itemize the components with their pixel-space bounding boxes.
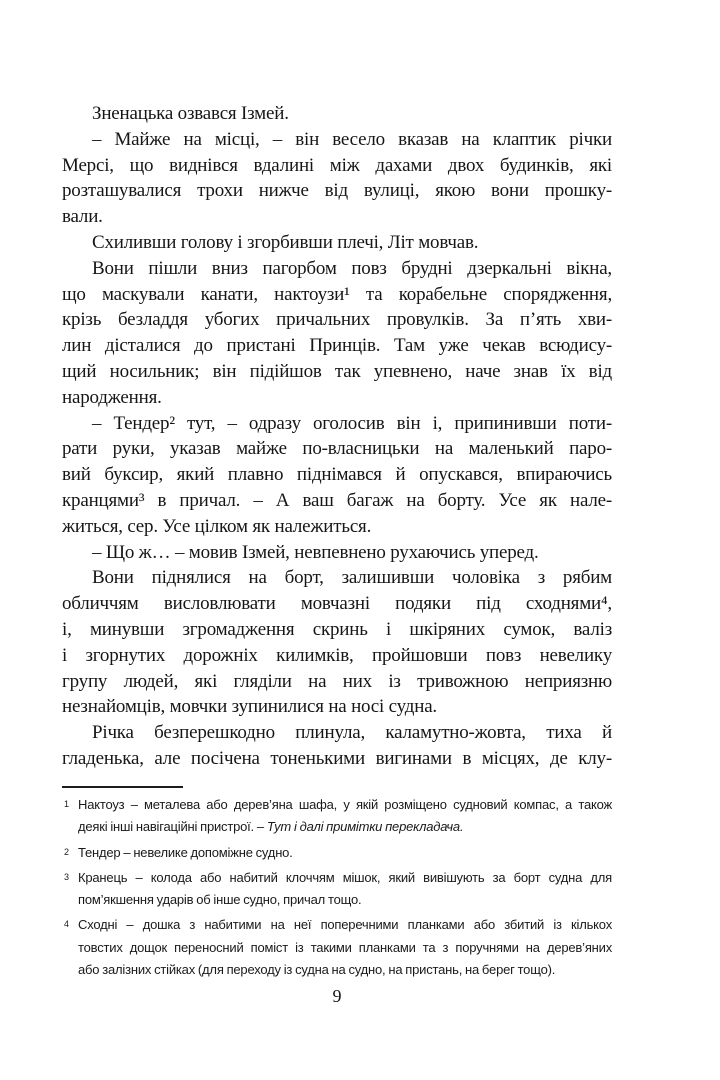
- body-text: [62, 101, 612, 772]
- text-line: обличчям висловлювати мовчазні подяки під сходнями⁴,: [62, 593, 612, 615]
- paragraph: [62, 411, 612, 540]
- text-line: – Майже на місці, – він весело вказав на клаптик річки: [92, 128, 612, 150]
- text-line: лин дісталися до пристані Принців. Там уже чекав всюдису-: [62, 335, 612, 357]
- footnote-line: Сходні – дошка з набитими на неї поперечними планками або збитий із кількох: [78, 917, 612, 933]
- text-line: розташувалися трохи нижче від вулиці, якою вони прошку-: [62, 180, 612, 202]
- footnote: [62, 842, 612, 864]
- footnote-line: Нактоуз – металева або дерев’яна шафа, у якій розміщено судновий компас, а також: [78, 797, 612, 812]
- paragraph: [62, 256, 612, 411]
- text-line: Схиливши голову і згорбивши плечі, Літ мовчав.: [92, 231, 479, 253]
- footnote-line: Тендер – невелике допоміжне судно.: [78, 844, 293, 860]
- text-line: що маскували канати, нактоузи¹ та корабельне спорядження,: [62, 283, 612, 305]
- footnote-line: [78, 816, 612, 838]
- paragraph: [62, 230, 612, 256]
- footnote: [62, 914, 612, 981]
- footnote-line: товстих дощок переносний поміст із такими планками та з поручнями на дерев’яних: [78, 939, 612, 955]
- text-line: Вони піднялися на борт, залишивши чоловіка з рябим: [92, 567, 612, 589]
- footnote-line: Кранець – колода або набитий клоччям мішок, який вивішують за борт судна для: [78, 869, 612, 885]
- page-number: 9: [332, 986, 342, 1006]
- text-line: Вони пішли вниз пагорбом повз брудні дзеркальні вікна,: [92, 257, 612, 279]
- text-line: – Що ж… – мовив Ізмей, невпевнено рухаючись уперед.: [92, 541, 539, 563]
- text-line: вали.: [62, 206, 103, 228]
- text-line: Річка безперешкодно плинула, каламутно-жовта, тиха й: [92, 722, 612, 744]
- footnote-line: або залізних стійках (для переходу із судна на судно, на пристань, на берег тощо).: [78, 962, 556, 978]
- paragraph: [62, 540, 612, 566]
- text-line: – Тендер² тут, – одразу оголосив він і, припинивши поти-: [92, 412, 612, 434]
- text-line: вий буксир, який плавно піднімався й опускався, впираючись: [62, 464, 612, 486]
- paragraph: [62, 127, 612, 230]
- footnote-translator-note: Тут і далі примітки перекладача.: [266, 819, 464, 835]
- footnote: [62, 867, 612, 912]
- text-line: рати руки, указав майже по-власницьки на маленький паро-: [62, 438, 612, 460]
- footnote: [62, 794, 612, 839]
- footnote-line: пом’якшення ударів об інше судно, причал тощо.: [78, 892, 362, 908]
- footnote-divider: [62, 786, 183, 788]
- footnote-marker: 3: [64, 871, 69, 882]
- text-line: кранцями³ в причал. – А ваш багаж на борту. Усе як нале-: [62, 489, 612, 511]
- text-line: і згорнутих дорожніх килимків, пройшовши повз невелику: [62, 644, 612, 666]
- paragraph: [62, 720, 612, 772]
- text-line: незнайомців, мовчки зупинилися на носі судна.: [62, 696, 437, 718]
- footnote-text: деякі інші навігаційні пристрої. –: [78, 819, 267, 835]
- text-line: Зненацька озвався Ізмей.: [92, 103, 289, 124]
- text-line: народження.: [62, 386, 162, 408]
- footnotes-section: [62, 794, 612, 984]
- text-line: житься, сер. Усе цілком як належиться.: [62, 515, 372, 537]
- footnote-marker: 2: [64, 846, 69, 857]
- paragraph: [62, 565, 612, 720]
- text-line: гладенька, але посічена тоненькими вигинами в місцях, де клу-: [62, 747, 612, 769]
- footnote-marker: 1: [64, 799, 69, 809]
- text-line: і, минувши згромадження скринь і шкіряних сумок, валіз: [62, 618, 612, 640]
- text-line: Мерсі, що виднівся вдалині між дахами двох будинків, які: [62, 154, 612, 176]
- text-line: групу людей, які гляділи на них із тривожною неприязню: [62, 670, 612, 692]
- paragraph: [62, 101, 612, 127]
- footnote-marker: 4: [64, 919, 69, 930]
- text-line: щий носильник; він підійшов так упевнено, наче знав їх від: [62, 360, 612, 382]
- text-line: крізь безладдя убогих причальних провулків. За п’ять хви-: [62, 309, 612, 331]
